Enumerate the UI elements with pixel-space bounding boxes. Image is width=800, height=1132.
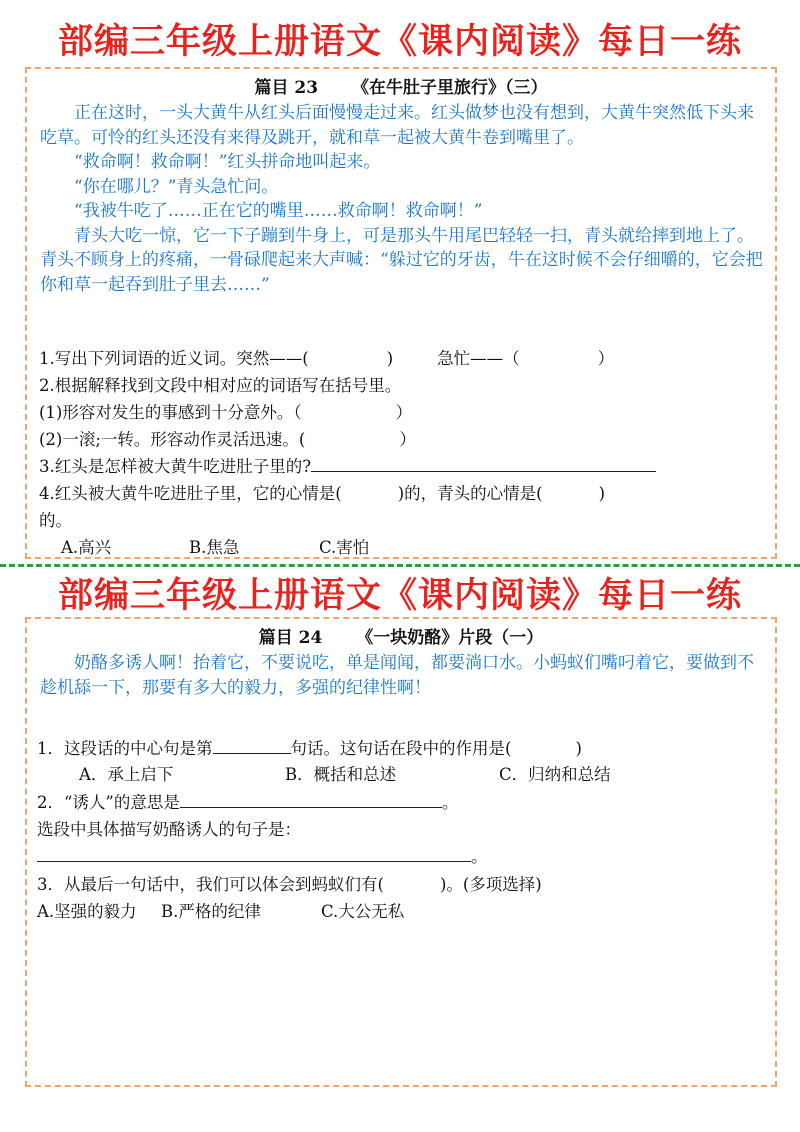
answer-line[interactable]	[311, 453, 656, 472]
passage-paragraph: “救命啊！救命啊！”红头拼命地叫起来。	[74, 152, 381, 172]
exercise-24-book: 《一块奶酪》片段（一）	[356, 628, 544, 648]
exercise-23-passage	[40, 101, 768, 297]
exercise-23-label: 篇目 23	[254, 78, 319, 98]
question-2-2: (2)一滚;一转。形容动作灵活迅速。( ）	[39, 430, 416, 449]
passage-paragraph: 正在这时，一头大黄牛从红头后面慢慢走过来。红头做梦也没有想到，大黄牛突然低下头来吃草。可怜的红头还没有来得及跳开，就和草一起被大黄牛卷到嘴里了。	[40, 103, 754, 148]
answer-line[interactable]	[180, 791, 442, 808]
exercise-24-box	[25, 617, 777, 1087]
exercise-24-title	[27, 623, 775, 648]
choice-option[interactable]: A．承上启下	[79, 765, 174, 784]
question-2-1: (1)形容对发生的事感到十分意外。（ ）	[39, 403, 413, 422]
page-title-repeat: 部编三年级上册语文《课内阅读》每日一练	[57, 575, 742, 616]
page-title: 部编三年级上册语文《课内阅读》每日一练	[57, 21, 742, 62]
choice-option[interactable]: C．归纳和总结	[499, 765, 611, 784]
passage-paragraph: “我被牛吃了……正在它的嘴里……救命啊！救命啊！”	[74, 201, 483, 221]
question-3: 3．从最后一句话中，我们可以体会到蚂蚁们有( )。(多项选择)	[37, 875, 542, 894]
question-2: 2．“诱人”的意思是 。	[37, 793, 459, 812]
choice-option[interactable]: A.高兴	[61, 538, 112, 557]
exercise-23-book: 《在牛肚子里旅行》（三）	[352, 78, 548, 98]
choice-option[interactable]: B.焦急	[189, 538, 240, 557]
passage-paragraph: 青头大吃一惊，它一下子蹦到牛身上，可是那头牛用尾巴轻轻一扫，青头就给摔到地上了。青头不顾身上的疼痛，一骨碌爬起来大声喊：“躲过它的牙齿，牛在这时候不会仔细嚼的，它会把你和草一起吞到肚子里去……”	[40, 225, 763, 295]
question-1: 1．这段话的中心句是第 句话。这句话在段中的作用是( )	[37, 739, 582, 758]
question-2: 2.根据解释找到文段中相对应的词语写在括号里。	[39, 376, 402, 395]
exercise-23-title	[27, 73, 775, 98]
choice-option[interactable]: B.严格的纪律	[161, 902, 261, 921]
question-3-choices	[37, 898, 404, 922]
answer-line[interactable]	[37, 845, 471, 862]
answer-line[interactable]	[213, 737, 291, 754]
choice-option[interactable]: A.坚强的毅力	[37, 902, 137, 921]
choice-option[interactable]: C.害怕	[319, 538, 370, 557]
exercise-23-box	[25, 67, 777, 559]
choice-option[interactable]: B．概括和总述	[285, 765, 397, 784]
section-divider	[0, 564, 800, 567]
question-1: 1.写出下列词语的近义词。突然——( ) 急忙——（ ）	[39, 349, 615, 368]
question-3: 3.红头是怎样被大黄牛吃进肚子里的?	[39, 453, 656, 477]
exercise-24-passage	[40, 651, 768, 700]
passage-paragraph: “你在哪儿？”青头急忙问。	[74, 176, 279, 197]
exercise-24-label: 篇目 24	[258, 628, 323, 648]
question-1-choices	[79, 761, 611, 785]
question-2-sentence: 选段中具体描写奶酪诱人的句子是：	[37, 820, 301, 839]
passage-paragraph: 奶酪多诱人啊！抬着它，不要说吃，单是闻闻，都要淌口水。小蚂蚁们嘴叼着它，要做到不趁机舔一下，那要有多大的毅力，多强的纪律性啊！	[40, 653, 754, 698]
question-4-tail: 的。	[39, 511, 72, 530]
question-4: 4.红头被大黄牛吃进肚子里，它的心情是( )的，青头的心情是( )	[39, 484, 605, 503]
question-4-choices	[61, 534, 369, 558]
question-2-answer-row: 。	[37, 843, 488, 867]
choice-option[interactable]: C.大公无私	[321, 902, 405, 921]
